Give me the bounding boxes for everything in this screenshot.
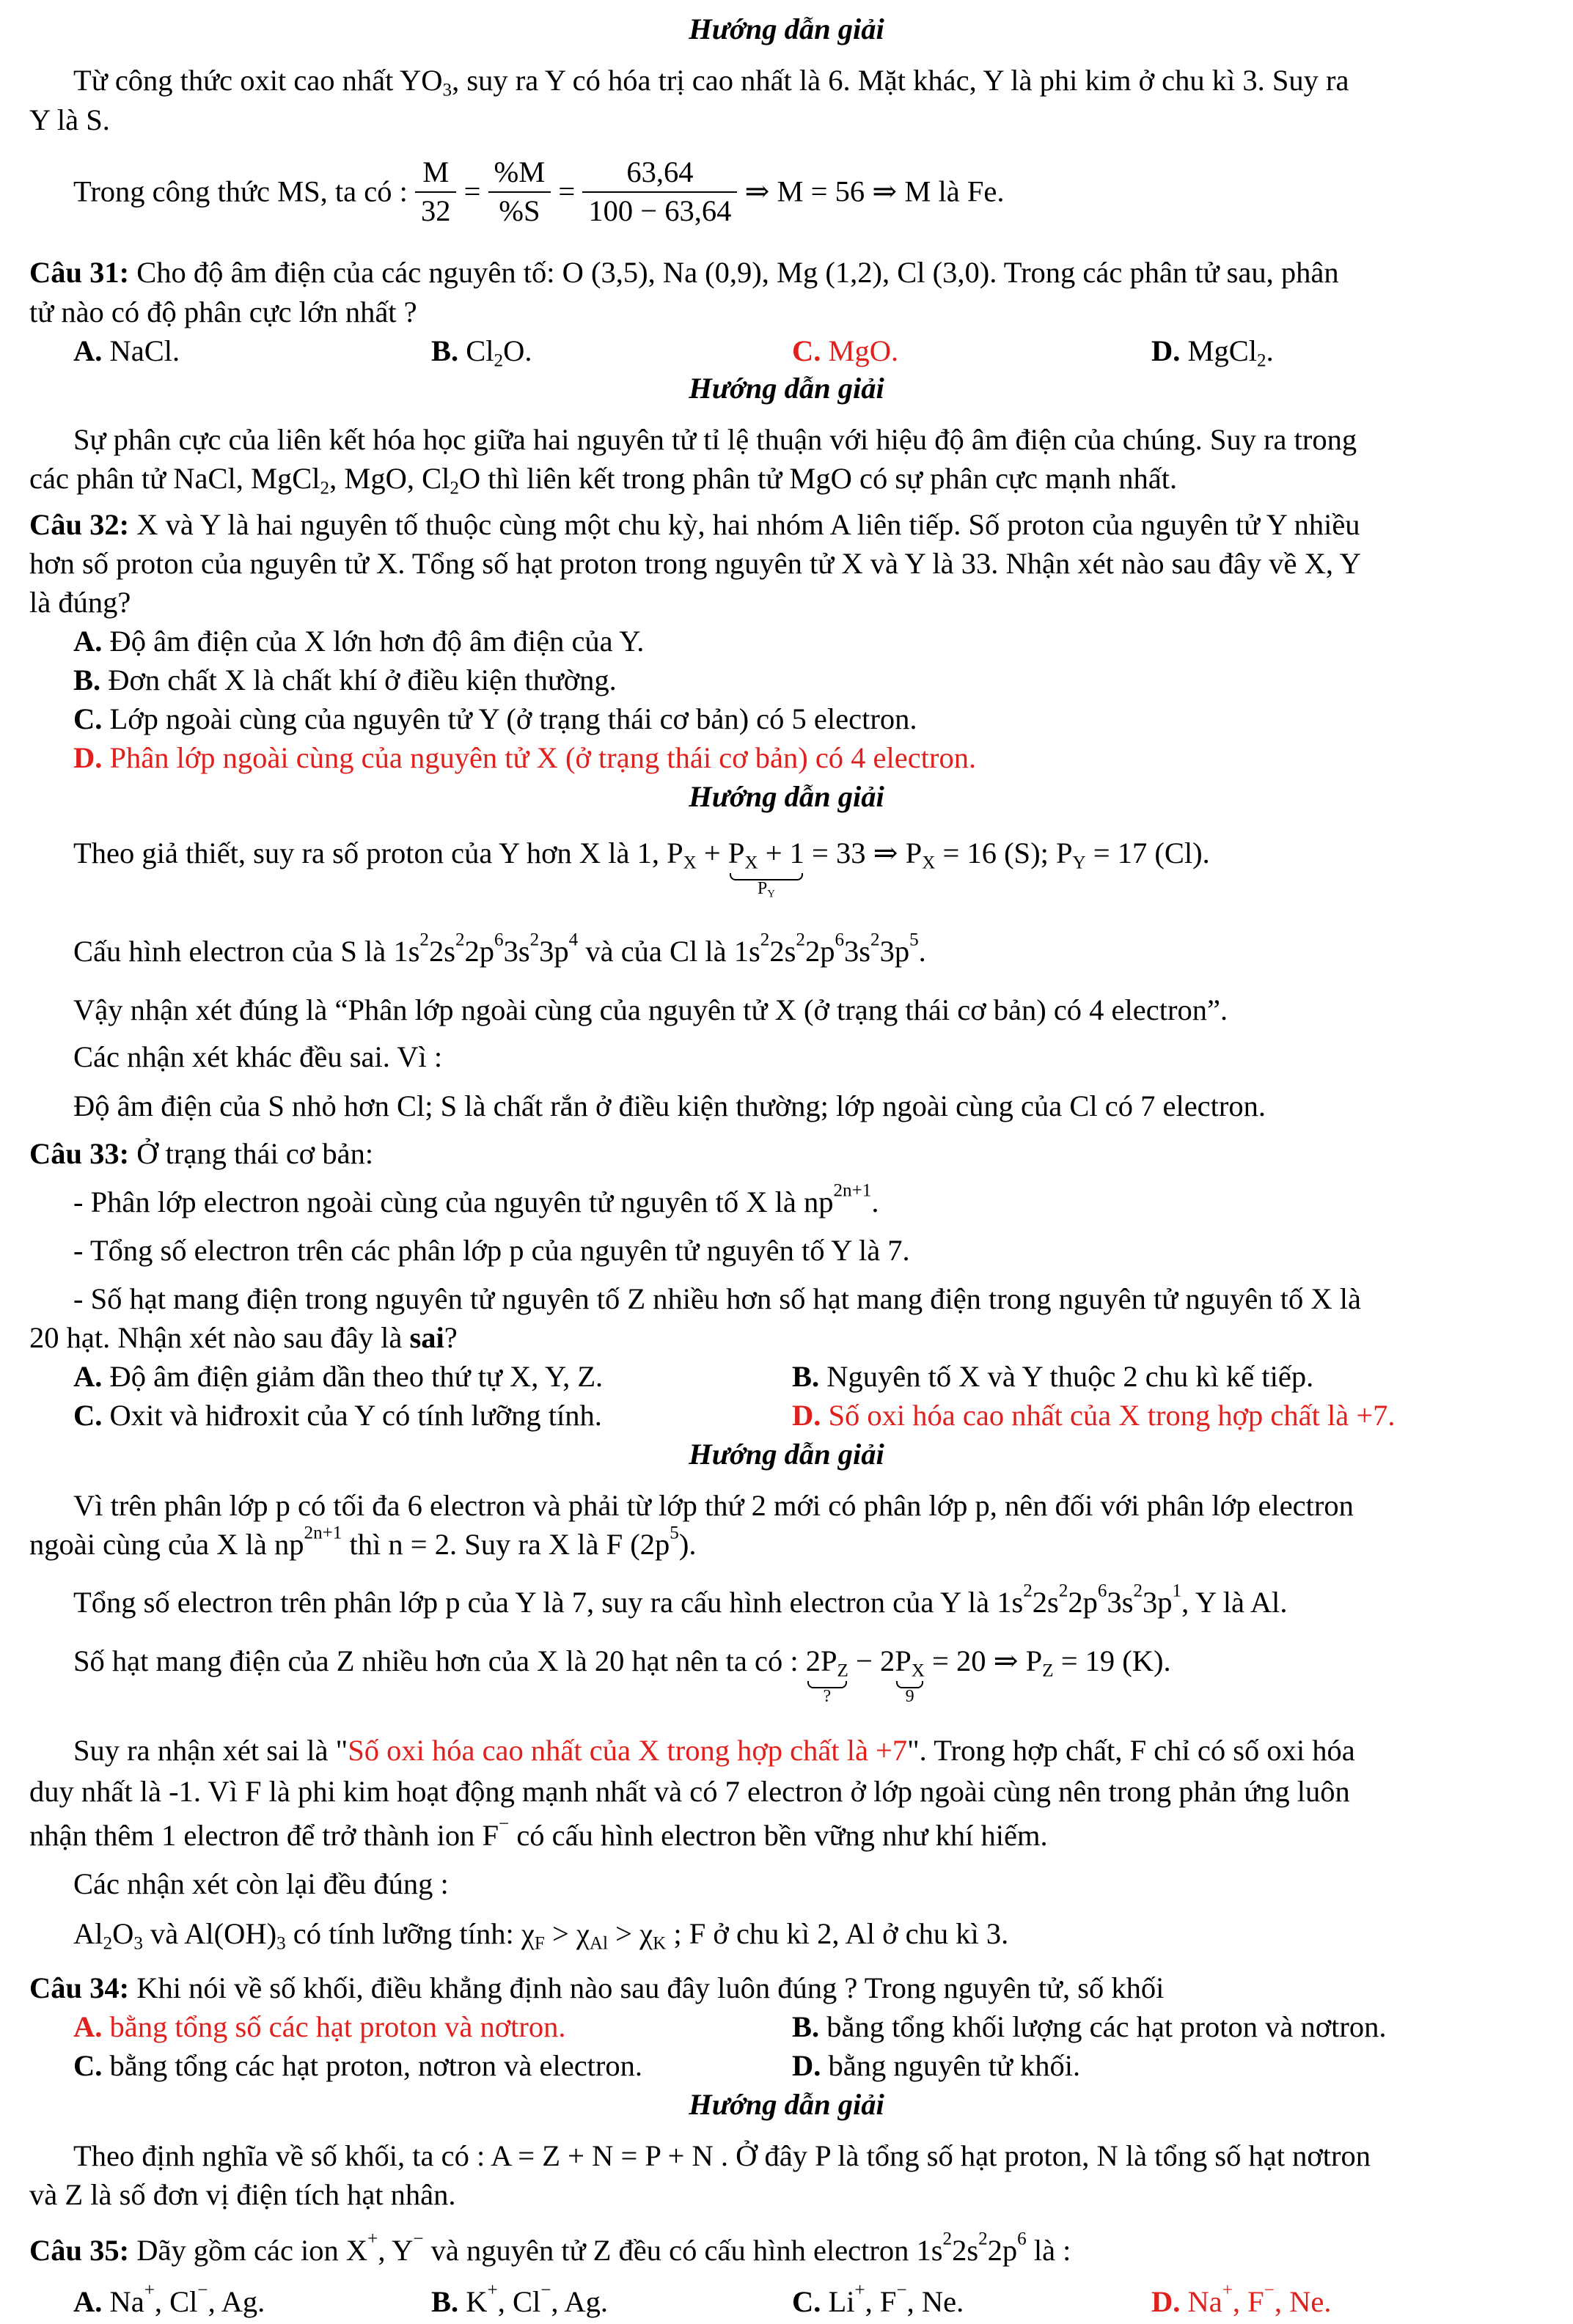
question-text: - Số hạt mang điện trong nguyên tử nguyên tố Z nhiều hơn số hạt mang điện trong nguyên tử nguyên tố X là (73, 1282, 1361, 1315)
formula-line: Theo giả thiết, suy ra số proton của Y hơn X là 1, $P_X + P_X + 1$ $P_Y$ = 33 ⇒ $P_X = 16$ (S); $P_Y = 17$ (Cl). (73, 834, 1573, 873)
paragraph: Độ âm điện của S nhỏ hơn Cl; S là chất rắn ở điều kiện thường; lớp ngoài cùng của Cl có 7 electron. (73, 1089, 1266, 1122)
solution-heading: Hướng dẫn giải (689, 2088, 884, 2121)
option-c: C. Oxit và hiđroxit của Y có tính lưỡng tính. (73, 1399, 602, 1432)
option-b: B. K+, Cl−, Ag. (431, 2280, 609, 2318)
question-32: Câu 32: X và Y là hai nguyên tố thuộc cùng một chu kỳ, hai nhóm A liên tiếp. Số proton của nguyên tử Y nhiều (29, 508, 1360, 541)
paragraph: Các nhận xét còn lại đều đúng : (73, 1867, 449, 1900)
question-33: Câu 33: Ở trạng thái cơ bản: (29, 1137, 374, 1170)
solution-heading: Hướng dẫn giải (689, 12, 884, 45)
option-b: B. $Cl_2O$. (431, 334, 532, 371)
option-c: C. Lớp ngoài cùng của nguyên tử Y (ở trạng thái cơ bản) có 5 electron. (73, 702, 917, 735)
option-d-correct: D. Phân lớp ngoài cùng của nguyên tử X (ở trạng thái cơ bản) có 4 electron. (73, 741, 977, 774)
solution-heading: Hướng dẫn giải (689, 372, 884, 405)
option-d: D. MgCl$_2$. (1151, 334, 1274, 371)
paragraph: và Z là số đơn vị điện tích hạt nhân. (29, 2178, 456, 2211)
answer-options (0, 2008, 1573, 2049)
paragraph: Y là S. (29, 103, 110, 136)
solution-heading: Hướng dẫn giải (689, 780, 884, 813)
paragraph: nhận thêm 1 electron để trở thành ion F− có cấu hình electron bền vững như khí hiếm. (29, 1814, 1048, 1852)
option-a: A. Độ âm điện của X lớn hơn độ âm điện của Y. (73, 625, 645, 658)
option-c: C. bằng tổng các hạt proton, nơtron và electron. (73, 2049, 643, 2082)
option-a: A. Độ âm điện giảm dần theo thứ tự X, Y, Z. (73, 1360, 604, 1393)
formula-line: Trong công thức MS, ta có : $\frac{M}{32}$ = $\frac{\%M}{\%S}$ = $\frac{63,64}{100 - 63,64}$ ⇒ M = 56 ⇒ M là Fe. (73, 154, 1573, 229)
question-text: tử nào có độ phân cực lớn nhất ? (29, 295, 417, 328)
underbrace: $2P_Z$ ? (806, 1642, 848, 1681)
option-c-correct: C. MgO. (792, 334, 899, 367)
paragraph: Sự phân cực của liên kết hóa học giữa hai nguyên tử tỉ lệ thuận với hiệu độ âm điện của chúng. Suy ra trong (73, 423, 1357, 456)
answer-options (0, 1358, 1573, 1399)
question-text: hơn số proton của nguyên tử X. Tổng số hạt proton trong nguyên tử X và Y là 33. Nhận xét nào sau đây về X, Y (29, 547, 1361, 580)
option-a-correct: A. bằng tổng số các hạt proton và nơtron. (73, 2010, 566, 2043)
option-b: B. Đơn chất X là chất khí ở điều kiện thường. (73, 663, 617, 696)
option-d-correct: D. Na+, F−, Ne. (1151, 2280, 1332, 2318)
formula-line: Số hạt mang điện của Z nhiều hơn của X là 20 hạt nên ta có : $2P_Z$ ? − $2P_X$ 9 = 20 ⇒ $P_Z = 19$ (K). (73, 1642, 1573, 1681)
answer-options (0, 2280, 1573, 2324)
option-b: B. bằng tổng khối lượng các hạt proton và nơtron. (792, 2010, 1387, 2043)
paragraph: duy nhất là -1. Vì F là phi kim hoạt động mạnh nhất và có 7 electron ở lớp ngoài cùng nên trong phản ứng luôn (29, 1775, 1350, 1808)
question-31: Câu 31: Cho độ âm điện của các nguyên tố: O (3,5), Na (0,9), Mg (1,2), Cl (3,0). Trong các phân tử sau, phân (29, 256, 1339, 289)
paragraph: Theo định nghĩa về số khối, ta có : A = Z + N = P + N . Ở đây P là tổng số hạt proton, N là tổng số hạt nơtron (73, 2139, 1371, 2172)
paragraph: Từ công thức oxit cao nhất $YO_3$, suy ra Y có hóa trị cao nhất là 6. Mặt khác, Y là phi kim ở chu kì 3. Suy ra (73, 64, 1349, 100)
option-c: C. Li+, F−, Ne. (792, 2280, 964, 2318)
paragraph: Tổng số electron trên phân lớp p của Y là 7, suy ra cấu hình electron của Y là $1s^22s^22p^63s^23p^1$, Y là Al. (73, 1581, 1288, 1619)
underbrace: $P_X$ 9 (895, 1642, 925, 1681)
fraction: $\frac{M}{32}$ (415, 154, 457, 229)
question-34: Câu 34: Khi nói về số khối, điều khẳng định nào sau đây luôn đúng ? Trong nguyên tử, số khối (29, 1971, 1165, 2004)
paragraph: ngoài cùng của X là $np^{2n+1}$ thì n = 2. Suy ra X là F $(2p^5)$. (29, 1523, 697, 1561)
question-text: - Tổng số electron trên các phân lớp p của nguyên tử nguyên tố Y là 7. (73, 1234, 910, 1267)
option-b: B. Nguyên tố X và Y thuộc 2 chu kì kế tiếp. (792, 1360, 1314, 1393)
answer-options (0, 1397, 1573, 1438)
fraction: $\frac{\%M}{\%S}$ (488, 154, 551, 229)
paragraph: Các nhận xét khác đều sai. Vì : (73, 1040, 443, 1073)
answer-options (0, 2047, 1573, 2088)
option-d: D. bằng nguyên tử khối. (792, 2049, 1081, 2082)
paragraph: $Al_2O_3$ và $Al(OH)_3$ có tính lưỡng tính: $\chi_F > \chi_{Al} > \chi_K$ ; F ở chu kì 2, Al ở chu kì 3. (73, 1917, 1009, 1954)
paragraph: Cấu hình electron của S là $1s^22s^22p^63s^23p^4$ và của Cl là $1s^22s^22p^63s^23p^5$. (73, 930, 926, 968)
paragraph: Vậy nhận xét đúng là “Phân lớp ngoài cùng của nguyên tử X (ở trạng thái cơ bản) có 4 electron”. (73, 993, 1228, 1026)
paragraph: Vì trên phân lớp p có tối đa 6 electron và phải từ lớp thứ 2 mới có phân lớp p, nên đối với phân lớp electron (73, 1489, 1354, 1522)
option-a: A. NaCl. (73, 334, 180, 367)
question-text: 20 hạt. Nhận xét nào sau đây là sai? (29, 1321, 458, 1354)
paragraph: Suy ra nhận xét sai là "Số oxi hóa cao nhất của X trong hợp chất là +7". Trong hợp chất, F chỉ có số oxi hóa (73, 1734, 1355, 1767)
question-35: Câu 35: Dãy gồm các ion X+, Y− và nguyên tử Z đều có cấu hình electron $1s^22s^22p^6$ là : (29, 2229, 1071, 2267)
question-text: - Phân lớp electron ngoài cùng của nguyên tử nguyên tố X là $np^{2n+1}$. (73, 1180, 879, 1218)
option-d-correct: D. Số oxi hóa cao nhất của X trong hợp chất là +7. (792, 1399, 1396, 1432)
answer-options (0, 332, 1573, 373)
option-a: A. Na+, Cl−, Ag. (73, 2280, 265, 2318)
paragraph: các phân tử NaCl, MgCl$_2$, MgO, $Cl_2O$ thì liên kết trong phân tử MgO có sự phân cực mạnh nhất. (29, 462, 1178, 499)
solution-heading: Hướng dẫn giải (689, 1438, 884, 1471)
underbrace: $P_X + 1$ $P_Y$ (728, 834, 804, 873)
fraction: $\frac{63,64}{100 - 63,64}$ (582, 154, 737, 229)
question-text: là đúng? (29, 586, 131, 619)
